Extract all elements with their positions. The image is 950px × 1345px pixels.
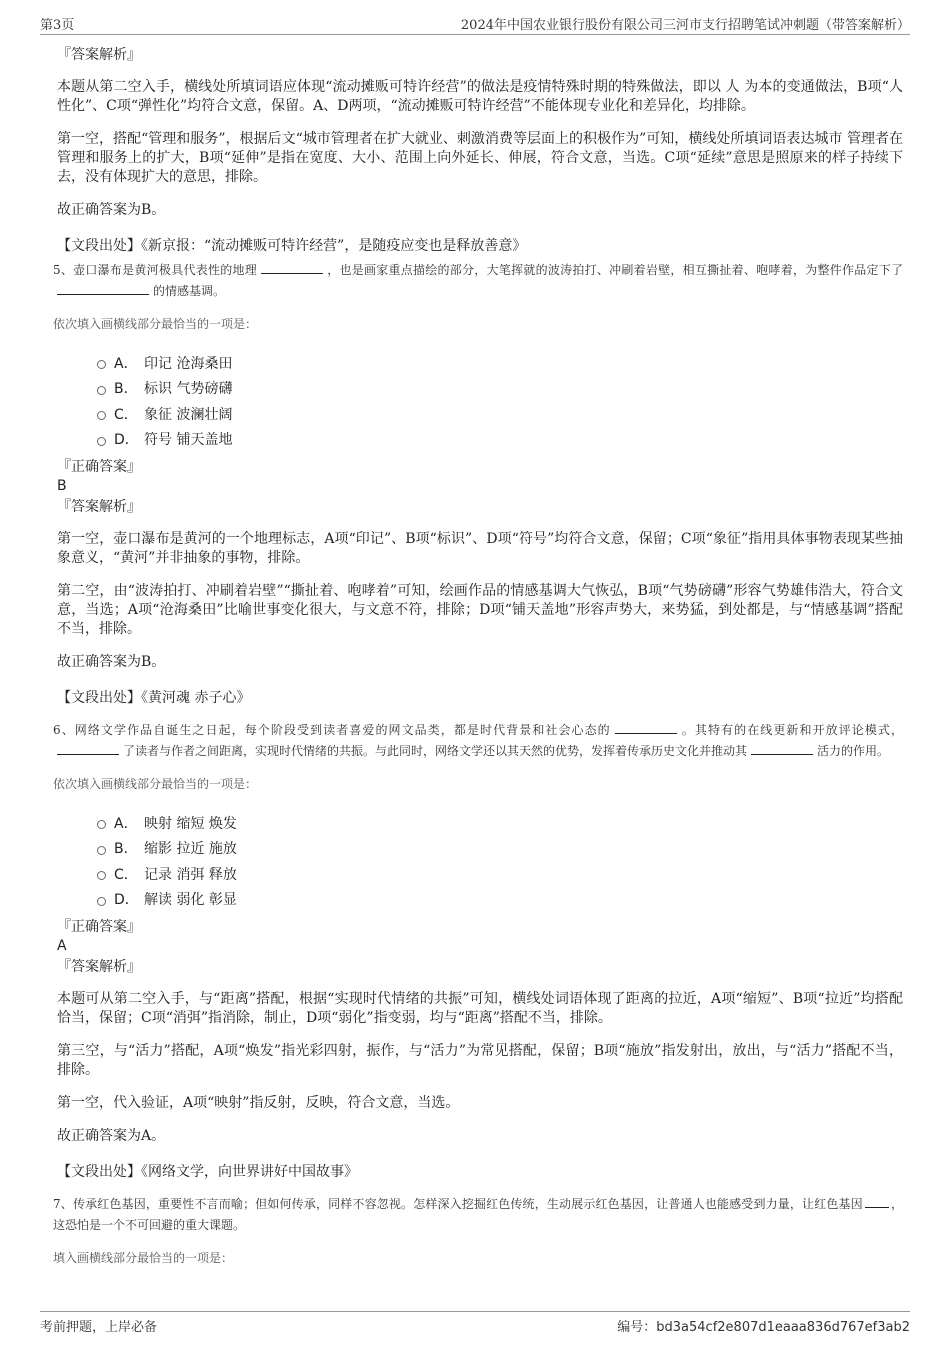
q6-option-a[interactable]: A． 映射 缩短 焕发	[97, 810, 903, 836]
q5-blank-2	[57, 282, 149, 295]
q7-stem: 7、传承红色基因，重要性不言而喻；但如何传承，同样不容忽视。怎样深入挖掘红色传统，生动展示红色基因，让普通人也能感受到力量，让红色基因 ，这恐怕是一个不可回避的重大课题。	[53, 1197, 903, 1232]
q5-analysis-label: 『答案解析』	[57, 499, 141, 515]
q4-source: 【文段出处】《新京报：“流动摊贩可特许经营”，是随疫应变也是释放善意》	[57, 238, 527, 254]
q5-blank-1	[261, 261, 323, 274]
q6-options	[97, 810, 903, 912]
q6-answer: A	[57, 938, 67, 954]
q6-option-d[interactable]: D． 解读 弱化 彰显	[97, 887, 903, 913]
q6-correct-label: 『正确答案』	[57, 919, 141, 935]
q4-analysis-p2: 第一空，搭配“管理和服务”，根据后文“城市管理者在扩大就业、刺激消费等层面上的积极作为”可知，横线处所填词语表达城市 管理者在管理和服务上的扩大，B项“延伸”是指在宽度、大小、范围上向外延长、伸展，符合文意，当选。C项“延续”意思是照原来的样子持续下去，没有体现扩大的意思，排除。	[57, 131, 903, 185]
radio-icon[interactable]	[97, 437, 106, 446]
q5-options	[97, 350, 903, 452]
q5-source: 【文段出处】《黄河魂 赤子心》	[57, 690, 251, 706]
document-title: 2024年中国农业银行股份有限公司三河市支行招聘笔试冲刺题（带答案解析）	[460, 18, 910, 33]
q5-stem: 5、壶口瀑布是黄河极具代表性的地理 ，也是画家重点描绘的部分，大笔挥就的波涛拍打、冲刷着岩壁，相互撕扯着、咆哮着，为整件作品定下了的情感基调。	[53, 263, 903, 298]
q4-analysis-p1: 本题从第二空入手，横线处所填词语应体现“流动摊贩可特许经营”的做法是疫情特殊时期的特殊做法，即以 人 为本的变通做法，B项“人性化”、C项“弹性化”均符合文意，保留。A、D两项，“流动摊贩可特许经营”不能体现专业化和差异化，均排除。	[57, 79, 903, 114]
q4-analysis-label: 『答案解析』	[57, 47, 141, 63]
page-content	[53, 46, 903, 1266]
q6-analysis-label: 『答案解析』	[57, 959, 141, 975]
q5-analysis-p2: 第二空，由“波涛拍打、冲刷着岩壁”“撕扯着、咆哮着”可知，绘画作品的情感基调大气恢弘，B项“气势磅礴”形容气势雄伟浩大，符合文意，当选；A项“沧海桑田”比喻世事变化很大，与文意不符，排除；D项“铺天盖地”形容声势大，来势猛，到处都是，与“情感基调”搭配不当，排除。	[57, 583, 903, 637]
q5-answer: B	[57, 478, 67, 494]
q5-correct-label: 『正确答案』	[57, 459, 141, 475]
radio-icon[interactable]	[97, 846, 106, 855]
radio-icon[interactable]	[97, 897, 106, 906]
page-number: 第3页	[40, 18, 75, 33]
q7-instruction: 填入画横线部分最恰当的一项是：	[53, 1251, 234, 1265]
radio-icon[interactable]	[97, 360, 106, 369]
q6-option-b[interactable]: B． 缩影 拉近 施放	[97, 836, 903, 862]
q6-source: 【文段出处】《网络文学，向世界讲好中国故事》	[57, 1164, 358, 1180]
q6-analysis-p1: 本题可从第二空入手，与“距离”搭配，根据“实现时代情绪的共振”可知，横线处词语体现了距离的拉近，A项“缩短”、B项“拉近”均搭配恰当，保留；C项“消弭”指消除，制止，D项“弱化”指变弱，均与“距离”搭配不当，排除。	[57, 991, 903, 1026]
q5-option-d[interactable]: D． 符号 铺天盖地	[97, 427, 903, 453]
q6-blank-2	[57, 742, 119, 755]
q5-option-c[interactable]: C． 象征 波澜壮阔	[97, 401, 903, 427]
radio-icon[interactable]	[97, 820, 106, 829]
radio-icon[interactable]	[97, 411, 106, 420]
footer-slogan: 考前押题，上岸必备	[40, 1320, 158, 1335]
radio-icon[interactable]	[97, 871, 106, 880]
q5-analysis-p1: 第一空，壶口瀑布是黄河的一个地理标志，A项“印记”、B项“标识”、D项“符号”均符合文意，保留；C项“象征”指用具体事物表现某些抽象意义，“黄河”并非抽象的事物，排除。	[57, 531, 903, 566]
q6-blank-1	[615, 721, 677, 734]
q6-conclusion: 故正确答案为A。	[57, 1128, 166, 1144]
page-header	[40, 12, 910, 35]
q5-instruction: 依次填入画横线部分最恰当的一项是：	[53, 317, 258, 331]
radio-icon[interactable]	[97, 386, 106, 395]
q5-conclusion: 故正确答案为B。	[57, 654, 166, 670]
document-id: 编号：bd3a54cf2e807d1eaaa836d767ef3ab2	[617, 1320, 910, 1335]
q6-stem: 6、网络文学作品自诞生之日起，每个阶段受到读者喜爱的网文品类，都是时代背景和社会心态的 。其特有的在线更新和开放评论模式，了读者与作者之间距离，实现时代情绪的共振。与此同时，网络文学还以其天然的优势，发挥着传承历史文化并推动其 活力的作用。	[53, 723, 903, 758]
q5-option-a[interactable]: A． 印记 沧海桑田	[97, 350, 903, 376]
page-footer	[40, 1311, 910, 1336]
q6-analysis-p3: 第一空，代入验证，A项“映射”指反射，反映，符合文意，当选。	[57, 1095, 460, 1111]
q6-option-c[interactable]: C． 记录 消弭 释放	[97, 861, 903, 887]
q7-blank-1	[865, 1195, 889, 1208]
q6-instruction: 依次填入画横线部分最恰当的一项是：	[53, 777, 258, 791]
q6-blank-3	[751, 742, 813, 755]
q4-conclusion: 故正确答案为B。	[57, 202, 166, 218]
q6-analysis-p2: 第三空，与“活力”搭配，A项“焕发”指光彩四射，振作，与“活力”为常见搭配，保留；B项“施放”指发射出，放出，与“活力”搭配不当，排除。	[57, 1043, 903, 1078]
q5-option-b[interactable]: B． 标识 气势磅礴	[97, 376, 903, 402]
